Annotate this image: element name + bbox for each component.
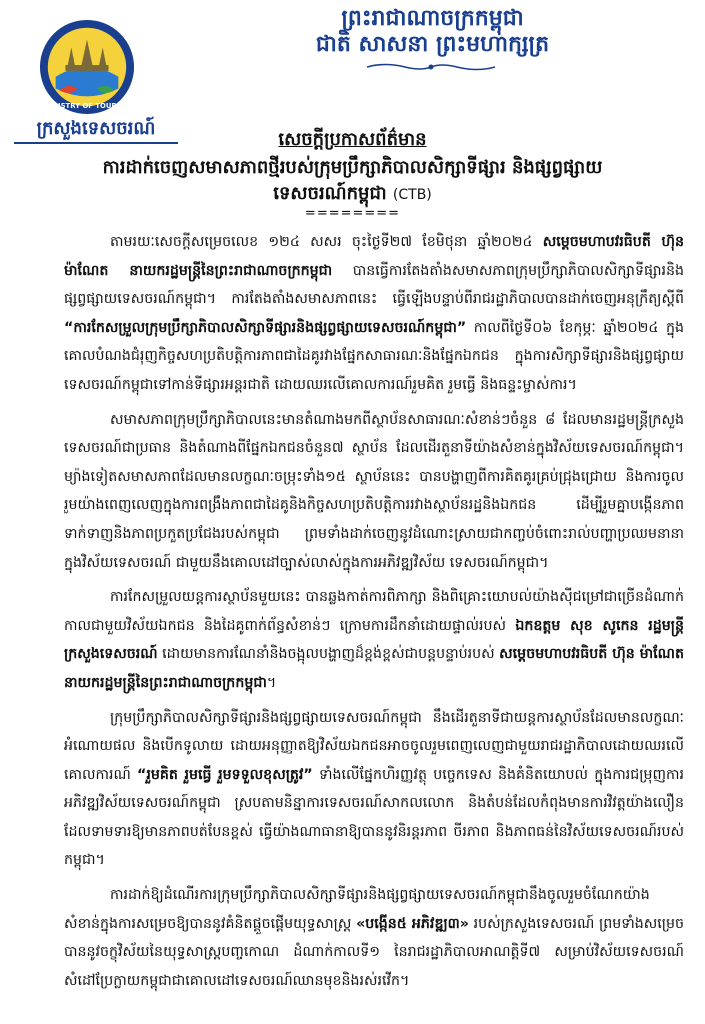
ministry-name: ក្រសួងទេសចរណ៍ [36, 118, 156, 139]
document-subject: ការដាក់ចេញសមាសភាពថ្មីរបស់ក្រុមប្រឹក្សាភិបាលសិក្សាទីផ្សារ និងផ្សព្វផ្សាយ [102, 157, 603, 178]
paragraph: តាមរយៈសេចក្តីសម្រេចលេខ ១២៤ សសរ ចុះថ្ងៃទី២៧ ខែមិថុនា ឆ្នាំ២០២៤ សម្តេចមហាបវរធិបតី ហ៊ុន ម៉ាណែត នាយករដ្ឋមន្ត្រីនៃព្រះរាជាណាចក្រកម្ពុជា បានធ្វើការតែងតាំងសមាសភាពក្រុមប្រឹក្សាភិបាលសិក្សាទីផ្សារនិងផ្សព្វផ្សាយទេសចរណ៍កម្ពុជា។ ការតែងតាំងសមាសភាពនេះ ធ្វើឡើងបន្ទាប់ពីរាជរដ្ឋាភិបាលបានដាក់ចេញអនុក្រឹត្យស្តីពី “ការកែសម្រួលក្រុមប្រឹក្សាភិបាលសិក្សាទីផ្សារនិងផ្សព្វផ្សាយទេសចរណ៍កម្ពុជា” កាលពីថ្ងៃទី០៦ ខែកុម្ភៈ ឆ្នាំ២០២៤ ក្នុងគោលបំណងជំរុញកិច្ចសហប្រតិបត្តិការភាពជាដៃគូរវាងផ្នែកសាធារណៈនិងផ្នែកឯកជន ក្នុងការសិក្សាទីផ្សារនិងផ្សព្វផ្សាយទេសចរណ៍កម្ពុជាទៅកាន់ទីផ្សារអន្តរជាតិ ដោយឈរលើគោលការណ៍រួមគិត រួមធ្វើ និងធន្ទះម្ចាស់ការ។ [64, 234, 684, 393]
document-title: សេចក្តីប្រកាសព័ត៌មាន [278, 129, 427, 150]
paragraph: ការកែសម្រួលយន្តការស្ថាប័នមួយនេះ បានឆ្លងកាត់ការពិភាក្សា និងពិគ្រោះយោបល់យ៉ាងស៊ីជម្រៅជាច្រើនដំណាក់កាលជាមួយវិស័យឯកជន និងដៃគូពាក់ព័ន្ធសំខាន់ៗ ក្រោមការដឹកនាំដោយផ្ទាល់របស់ ឯកឧត្តម សុខ សូកេន រដ្ឋមន្ត្រីក្រសួងទេសចរណ៍ ដោយមានការណែនាំនិងចង្អុលបង្ហាញដ៏ខ្ពង់ខ្ពស់ជាបន្តបន្ទាប់របស់ សម្តេចមហាបវរធិបតី ហ៊ុន ម៉ាណែត នាយករដ្ឋមន្ត្រីនៃព្រះរាជាណាចក្រកម្ពុជា។ [64, 589, 684, 691]
ctb-abbreviation: (CTB) [392, 187, 432, 203]
ornament-divider-icon [365, 62, 497, 72]
document-body [64, 228, 684, 1018]
ministry-of-tourism-logo [38, 18, 136, 116]
title-separator: ======== [304, 206, 401, 221]
national-motto: ជាតិ សាសនា ព្រះមហាក្សត្រ [315, 32, 550, 57]
document-subject-line2: ទេសចរណ៍កម្ពុជា (CTB) [273, 183, 432, 204]
logo-caption: MINISTRY OF TOURISM [42, 102, 132, 111]
paragraph: ក្រុមប្រឹក្សាភិបាលសិក្សាទីផ្សារនិងផ្សព្វផ្សាយទេសចរណ៍កម្ពុជា នឹងដើរតួនាទីជាយន្តការស្ថាប័នដែលមានលក្ខណៈអំណោយផល និងបើកទូលាយ ដោយអនុញ្ញាតឱ្យវិស័យឯកជនអាចចូលរួមពេញលេញជាមួយរាជរដ្ឋាភិបាលដោយឈរលើគោលការណ៍ “រួមគិត រួមធ្វើ រួមទទួលខុសត្រូវ” ទាំងលើផ្នែកហិរញ្ញវត្ថុ បច្ចេកទេស និងគំនិតយោបល់ ក្នុងការជម្រុញការអភិវឌ្ឍវិស័យទេសចរណ៍កម្ពុជា ស្របតាមនិន្នាការទេសចរណ៍សាកលលោក និងតំបន់ដែលកំពុងមានការវិវត្តយ៉ាងលឿន ដែលទាមទារឱ្យមានភាពបត់បែនខ្ពស់ ធ្វើយ៉ាងណាធានាឱ្យបាននូវនិរន្តរភាព ចីរភាព និងភាពធន់នៃវិស័យទេសចរណ៍របស់កម្ពុជា។ [64, 709, 684, 869]
paragraph: ការដាក់ឱ្យដំណើរការក្រុមប្រឹក្សាភិបាលសិក្សាទីផ្សារនិងផ្សព្វផ្សាយទេសចរណ៍កម្ពុជានឹងចូលរួមចំណែកយ៉ាងសំខាន់ក្នុងការសម្រេចឱ្យបាននូវគំនិតផ្តួចផ្តើមយុទ្ធសាស្ត្រ «បង្កើន៥ អភិវឌ្ឍ៣» របស់ក្រសួងទេសចរណ៍ ព្រមទាំងសម្រេចបាននូវចក្ខុវិស័យនៃយុទ្ធសាស្ត្របញ្ចកោណ ដំណាក់កាលទី១ នៃរាជរដ្ឋាភិបាលអាណត្តិទី៧ សម្រាប់វិស័យទេសចរណ៍ សំដៅប្រែក្លាយកម្ពុជាជាគោលដៅទេសចរណ៍ឈានមុខនិងរស់រវើក។ [64, 887, 684, 989]
paragraph: សមាសភាពក្រុមប្រឹក្សាភិបាលនេះមានតំណាងមកពីស្ថាប័នសាធារណៈសំខាន់ៗចំនួន ៨ ដែលមានរដ្ឋមន្ត្រីក្រសួងទេសចរណ៍ជាប្រធាន និងតំណាងពីផ្នែកឯកជនចំនួន៧ ស្ថាប័ន ដែលដើរតួនាទីយ៉ាងសំខាន់ក្នុងវិស័យទេសចរណ៍កម្ពុជា។ ម្យ៉ាងទៀតសមាសភាពដែលមានលក្ខណៈចម្រុះទាំង១៥ ស្ថាប័ននេះ បានបង្ហាញពីការគិតគូរគ្រប់ជ្រុងជ្រោយ និងការចូលរួមយ៉ាងពេញលេញក្នុងការពង្រឹងភាពជាដៃគូនិងកិច្ចសហប្រតិបត្តិការរវាងស្ថាប័នរដ្ឋនិងឯកជន ដើម្បីរួមគ្នាបង្កើនភាពទាក់ទាញនិងភាពប្រកួតប្រជែងរបស់កម្ពុជា ព្រមទាំងដាក់ចេញនូវដំណោះស្រាយជាកញ្ចប់ចំពោះរាល់បញ្ហាប្រឈមនានា ក្នុងវិស័យទេសចរណ៍ ជាមួយនឹងគោលដៅច្បាស់លាស់ក្នុងការអភិវឌ្ឍវិស័យ ទេសចរណ៍កម្ពុជា។ [64, 411, 684, 571]
kingdom-heading: ព្រះរាជាណាចក្រកម្ពុជា [341, 6, 524, 31]
